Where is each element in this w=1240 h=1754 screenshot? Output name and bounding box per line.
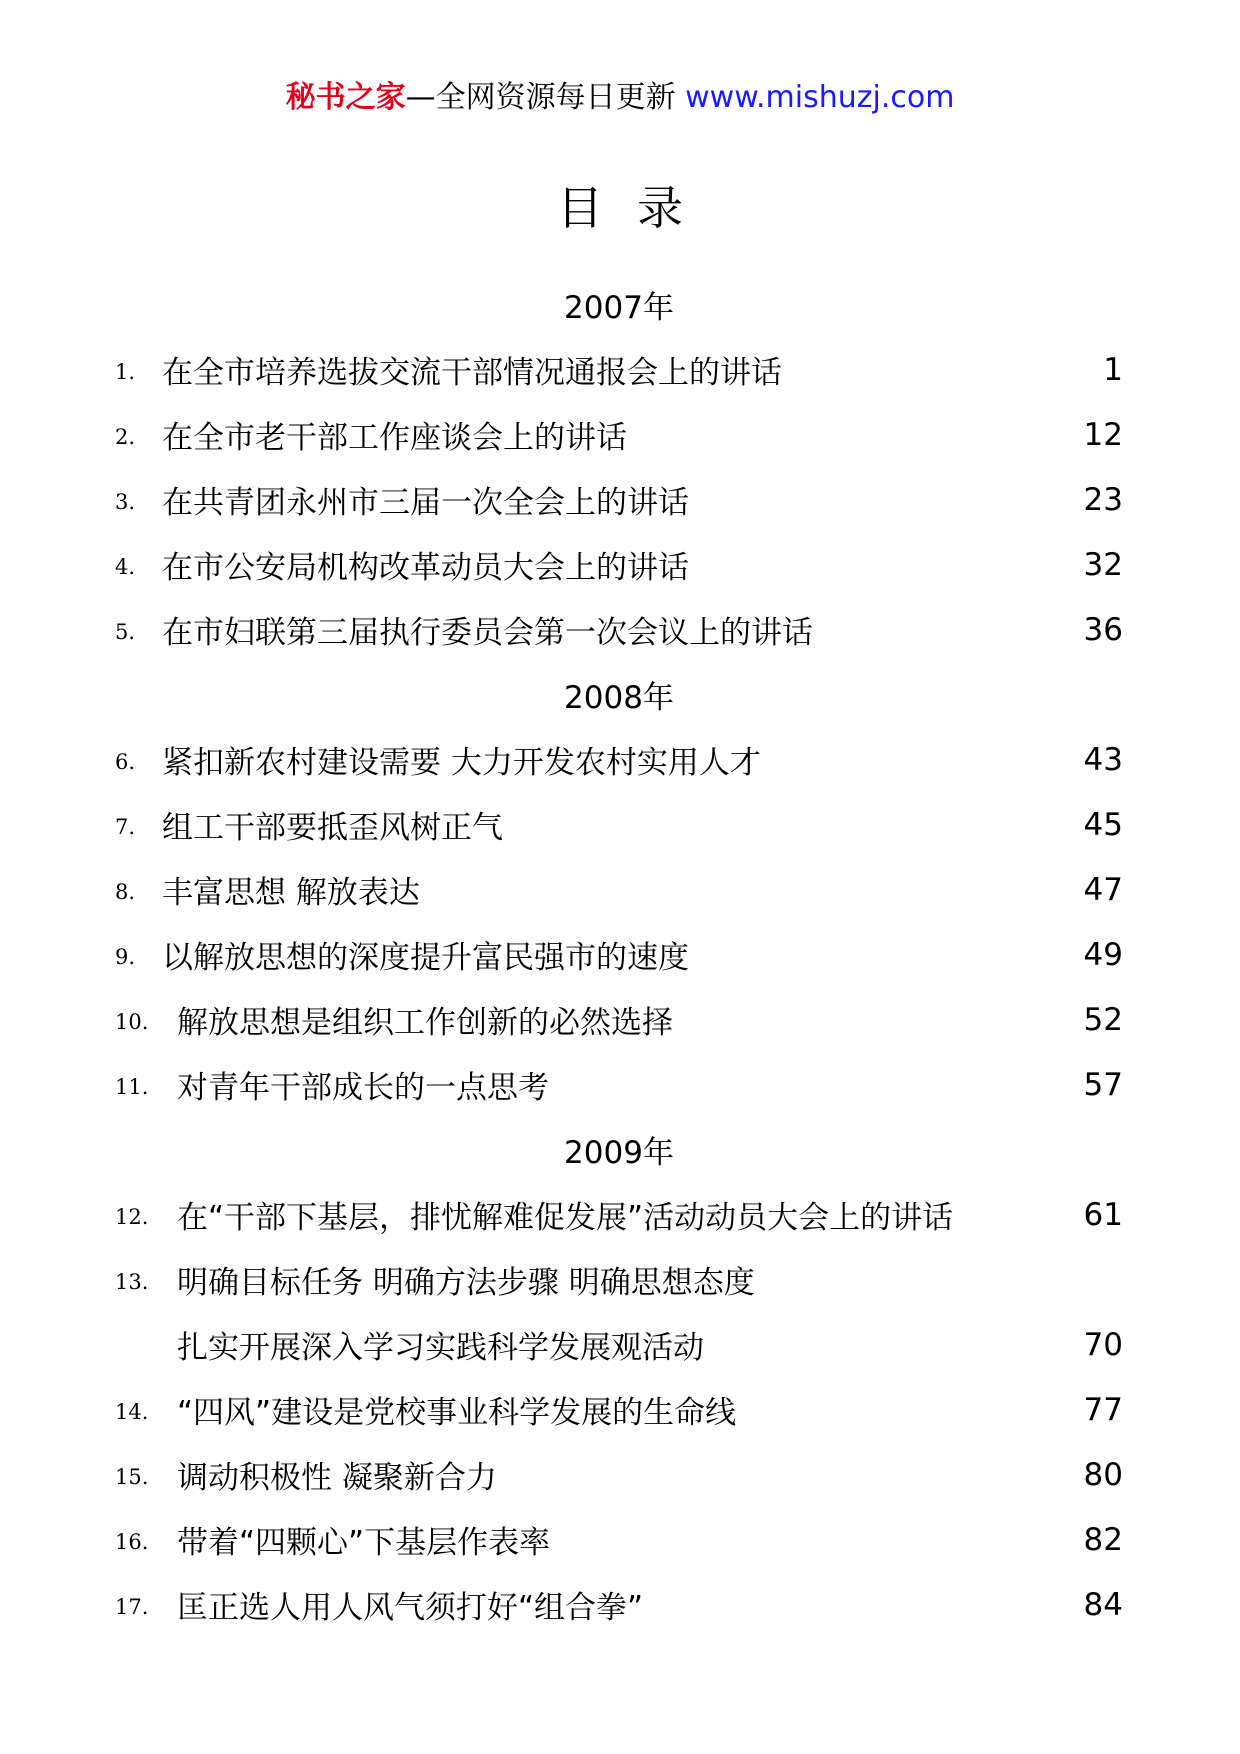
entry-page-number: 80	[1083, 1456, 1123, 1493]
entry-title: 紧扣新农村建设需要 大力开发农村实用人才	[162, 745, 761, 781]
toc-entry[interactable]	[115, 467, 1123, 532]
entry-number: 12.	[115, 1204, 149, 1229]
entry-number: 6.	[115, 749, 136, 774]
entry-number: 11.	[115, 1074, 149, 1099]
entry-page-number: 77	[1083, 1391, 1123, 1428]
toc-entry[interactable]	[115, 1507, 1123, 1572]
site-banner	[0, 78, 1240, 118]
entry-title: 在全市老干部工作座谈会上的讲话	[162, 420, 627, 456]
entry-number: 14.	[115, 1399, 149, 1424]
entry-title-line2: 扎实开展深入学习实践科学发展观活动	[177, 1330, 704, 1366]
entry-page-number: 84	[1083, 1586, 1123, 1623]
entry-number: 2.	[115, 424, 136, 449]
entry-page-number: 82	[1083, 1521, 1123, 1558]
toc-entry[interactable]	[115, 727, 1123, 792]
entry-number: 10.	[115, 1009, 149, 1034]
toc-entry[interactable]	[115, 337, 1123, 402]
entry-title: 在市公安局机构改革动员大会上的讲话	[162, 550, 689, 586]
entry-page-number: 23	[1083, 481, 1123, 518]
year-heading: 2008年	[564, 680, 674, 716]
year-heading: 2007年	[564, 290, 674, 326]
page-title: 目录	[557, 181, 717, 235]
entry-page-number: 47	[1083, 871, 1123, 908]
table-of-contents	[115, 272, 1123, 1637]
entry-number: 17.	[115, 1594, 149, 1619]
entry-page-number: 43	[1083, 741, 1123, 778]
entry-number: 7.	[115, 814, 136, 839]
entry-title: 明确目标任务 明确方法步骤 明确思想态度	[177, 1265, 755, 1301]
entry-page-number: 70	[1083, 1326, 1123, 1363]
entry-title: 组工干部要抵歪风树正气	[162, 810, 503, 846]
entry-number: 1.	[115, 359, 136, 384]
toc-entry[interactable]	[115, 1247, 1123, 1312]
entry-page-number: 12	[1083, 416, 1123, 453]
toc-entry[interactable]	[115, 922, 1123, 987]
entry-number: 16.	[115, 1529, 149, 1554]
toc-entry[interactable]	[115, 792, 1123, 857]
entry-title: 解放思想是组织工作创新的必然选择	[177, 1005, 673, 1041]
entry-number: 5.	[115, 619, 136, 644]
site-url-link[interactable]: www.mishuzj.com	[685, 80, 955, 115]
entry-page-number: 49	[1083, 936, 1123, 973]
entry-title: 丰富思想 解放表达	[162, 875, 420, 911]
entry-title: 在“干部下基层，排忧解难促发展”活动动员大会上的讲话	[177, 1200, 954, 1236]
entry-title: 在全市培养选拔交流干部情况通报会上的讲话	[162, 355, 782, 391]
year-heading: 2009年	[564, 1135, 674, 1171]
entry-number: 13.	[115, 1269, 149, 1294]
toc-entry[interactable]	[115, 1572, 1123, 1637]
toc-entry[interactable]	[115, 1377, 1123, 1442]
entry-number-spacer	[115, 1343, 177, 1347]
entry-title: 调动积极性 凝聚新合力	[177, 1460, 497, 1496]
entry-page-number: 57	[1083, 1066, 1123, 1103]
entry-title: 对青年干部成长的一点思考	[177, 1070, 549, 1106]
entry-page-number: 61	[1083, 1196, 1123, 1233]
entry-number: 15.	[115, 1464, 149, 1489]
entry-title: 匡正选人用人风气须打好“组合拳”	[177, 1590, 644, 1626]
entry-page-number: 45	[1083, 806, 1123, 843]
entry-title: 以解放思想的深度提升富民强市的速度	[162, 940, 689, 976]
entry-number: 9.	[115, 944, 136, 969]
toc-entry[interactable]	[115, 1052, 1123, 1117]
entry-page-number: 1	[1103, 351, 1123, 388]
toc-entry[interactable]	[115, 857, 1123, 922]
entry-title: “四风”建设是党校事业科学发展的生命线	[177, 1395, 737, 1431]
toc-entry[interactable]	[115, 532, 1123, 597]
entry-number: 3.	[115, 489, 136, 514]
entry-page-number: 36	[1083, 611, 1123, 648]
entry-title: 在市妇联第三届执行委员会第一次会议上的讲话	[162, 615, 813, 651]
entry-title: 在共青团永州市三届一次全会上的讲话	[162, 485, 689, 521]
entry-title: 带着“四颗心”下基层作表率	[177, 1525, 551, 1561]
toc-entry[interactable]	[115, 1182, 1123, 1247]
toc-entry[interactable]	[115, 987, 1123, 1052]
toc-entry[interactable]	[115, 402, 1123, 467]
toc-entry-continuation[interactable]	[115, 1312, 1123, 1377]
entry-page-number: 32	[1083, 546, 1123, 583]
entry-number: 4.	[115, 554, 136, 579]
entry-number: 8.	[115, 879, 136, 904]
toc-entry[interactable]	[115, 597, 1123, 662]
brand-name: 秘书之家	[285, 80, 406, 115]
entry-page-number: 52	[1083, 1001, 1123, 1038]
banner-tagline: —全网资源每日更新	[405, 80, 676, 115]
toc-entry[interactable]	[115, 1442, 1123, 1507]
